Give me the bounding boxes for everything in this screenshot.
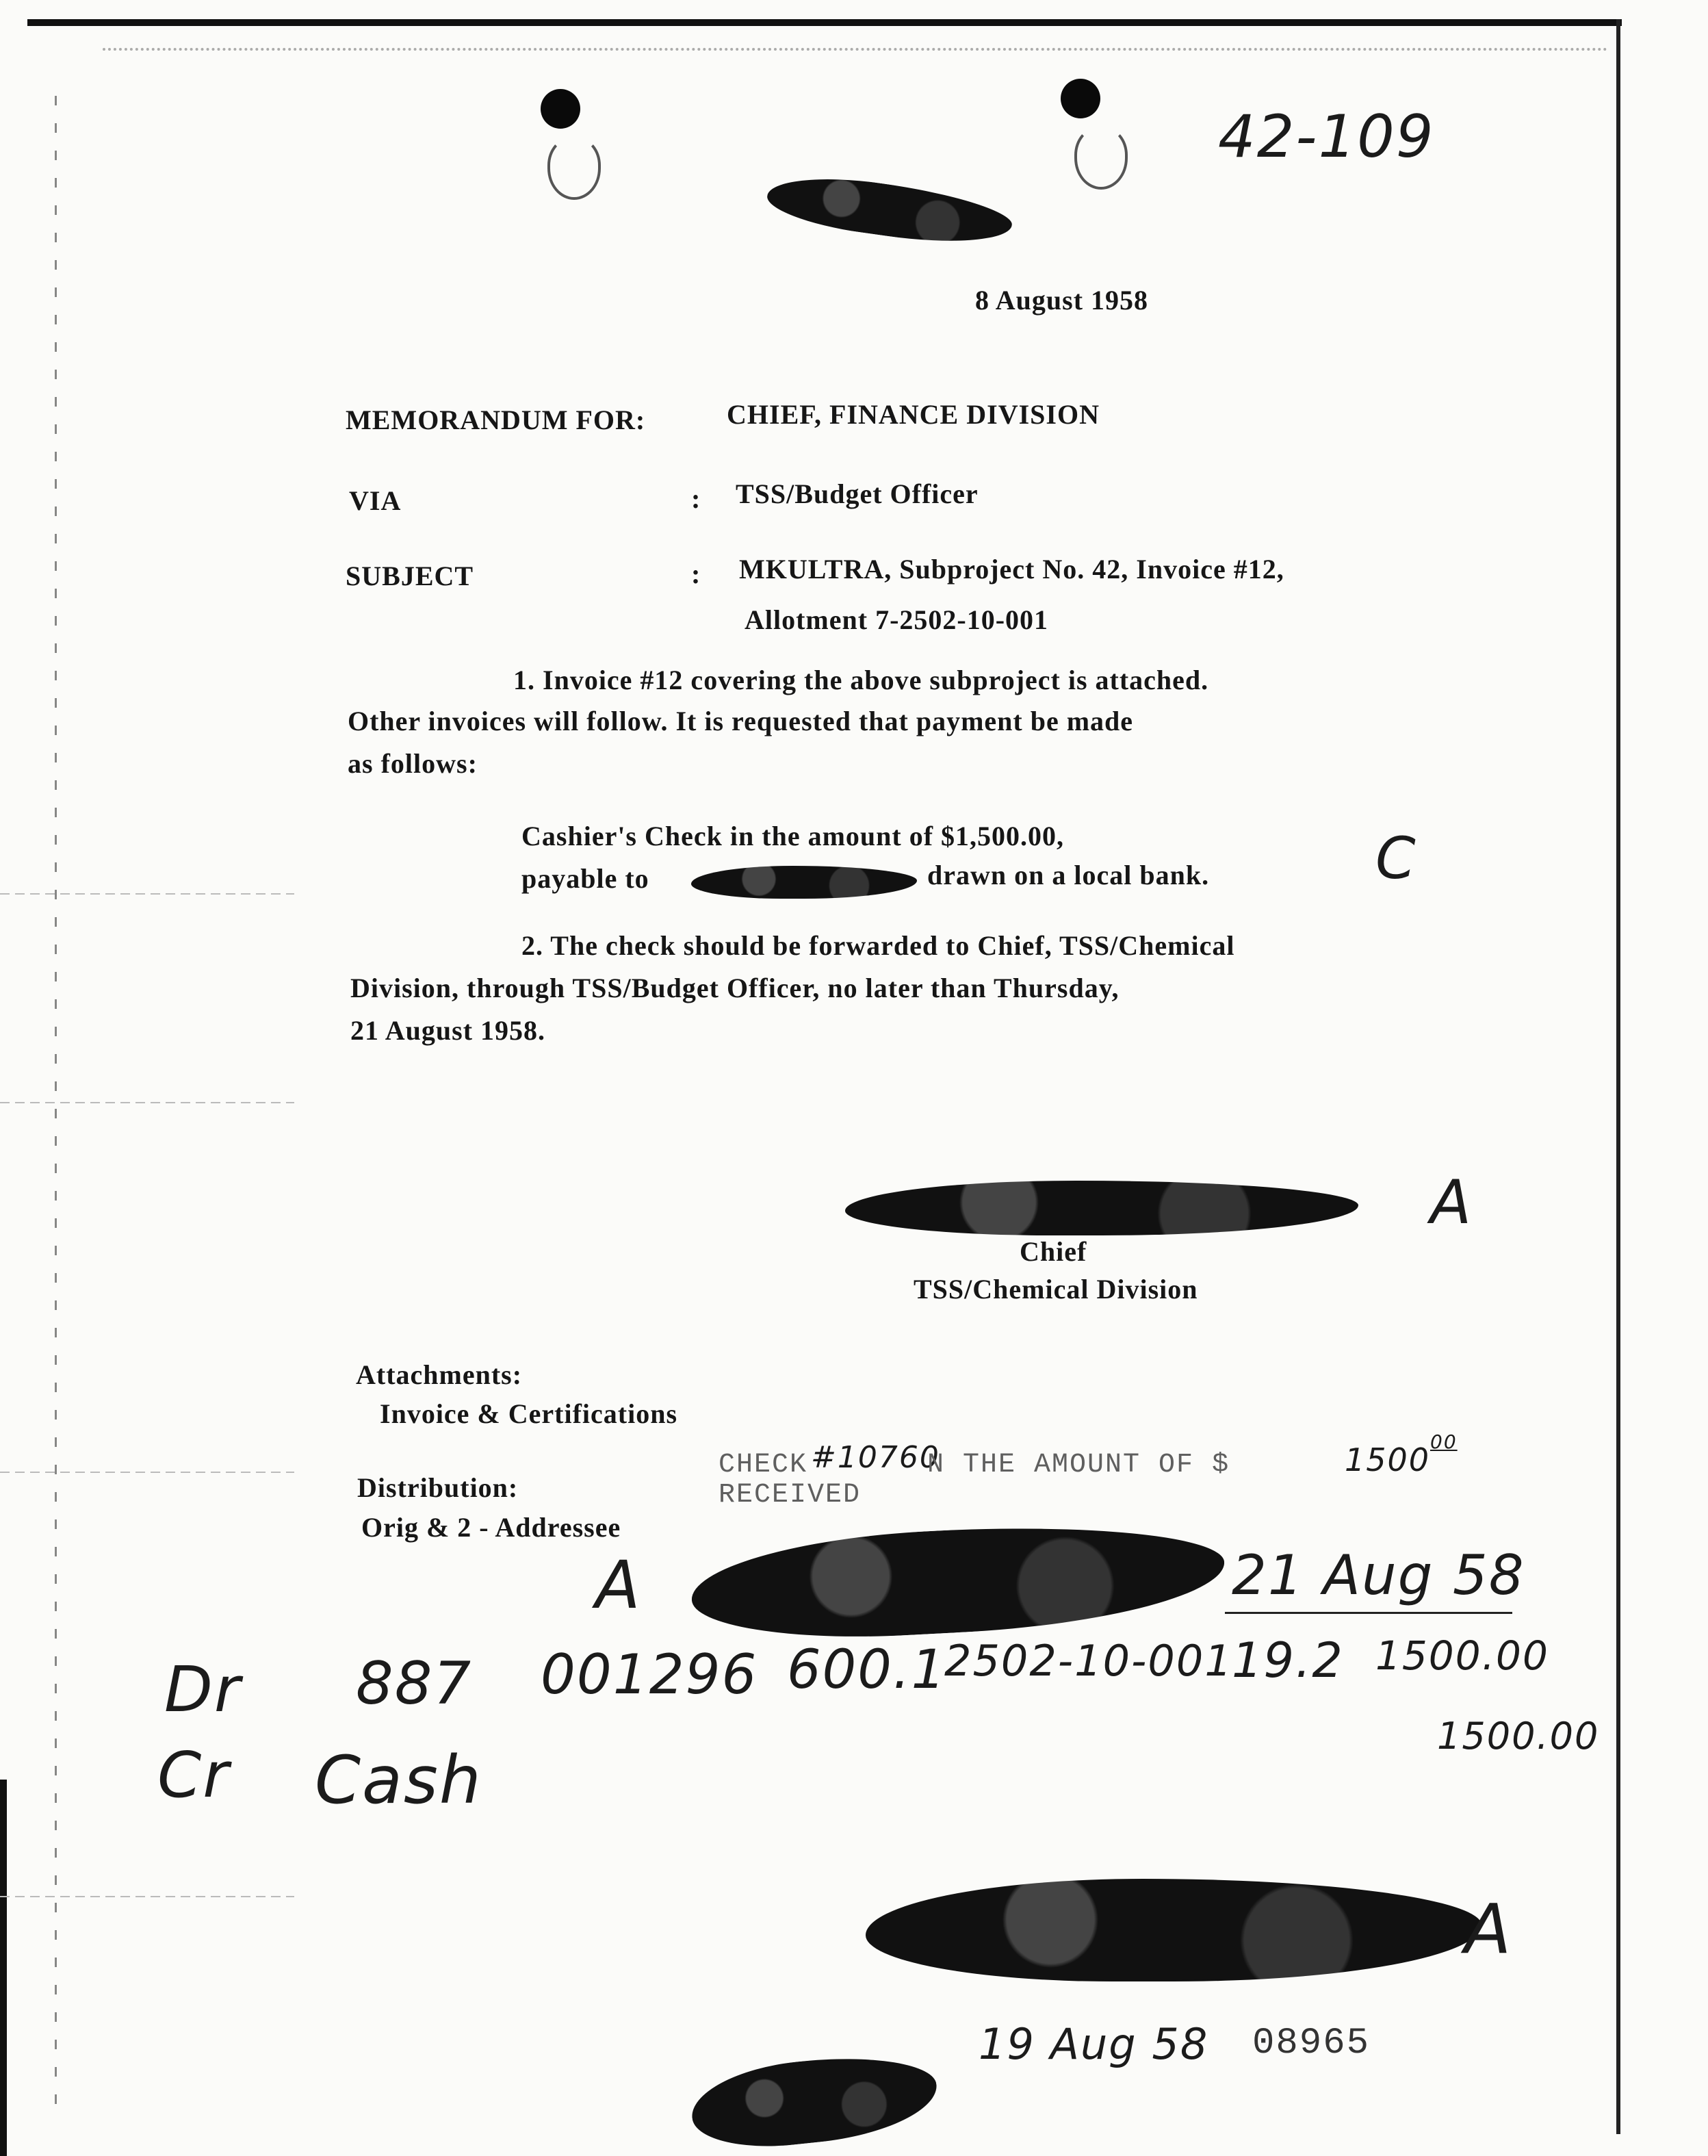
received-stamp bbox=[719, 1430, 1512, 1518]
initial-a-3: A bbox=[1464, 1889, 1513, 1969]
bottom-number: 08965 bbox=[1252, 2023, 1371, 2064]
initial-a-1: A bbox=[1430, 1167, 1473, 1237]
subject-line-1: MKULTRA, Subproject No. 42, Invoice #12, bbox=[739, 554, 1284, 585]
stamp-amount: 1500 bbox=[1345, 1441, 1431, 1478]
subject-colon: : bbox=[691, 559, 701, 589]
payee-redaction bbox=[691, 866, 917, 899]
ledger-value: 19.2 bbox=[1232, 1632, 1344, 1689]
signature-redaction bbox=[845, 1181, 1358, 1235]
check-line-1: Cashier's Check in the amount of $1,500.00, bbox=[521, 821, 1065, 851]
redaction-block bbox=[764, 168, 1015, 253]
bottom-redaction bbox=[688, 2048, 942, 2155]
margin-mark-c: C bbox=[1375, 825, 1417, 892]
memo-for-label: MEMORANDUM FOR: bbox=[346, 405, 646, 435]
received-by-redaction bbox=[689, 1516, 1228, 1647]
approval-redaction bbox=[866, 1879, 1481, 1981]
scan-right-border bbox=[1616, 19, 1620, 2134]
bleed-through-line bbox=[0, 1896, 294, 1897]
memo-date: 8 August 1958 bbox=[975, 285, 1149, 316]
punch-hole bbox=[1061, 79, 1100, 118]
ledger-credit: Cr bbox=[157, 1738, 231, 1812]
check-line-2-prefix: payable to bbox=[521, 863, 649, 894]
paragraph-2-line-2: Division, through TSS/Budget Officer, no later than Thursday, bbox=[350, 973, 1120, 1003]
ledger-amount: 1500.00 bbox=[1375, 1632, 1549, 1679]
check-line-2-suffix: drawn on a local bank. bbox=[927, 860, 1210, 890]
ledger-debit: Dr bbox=[164, 1653, 242, 1726]
attachments-item: Invoice & Certifications bbox=[380, 1398, 678, 1429]
paragraph-2-line-1: 2. The check should be forwarded to Chief, TSS/Chemical bbox=[521, 930, 1235, 961]
ledger-account: 887 bbox=[356, 1650, 473, 1718]
distribution-item: Orig & 2 - Addressee bbox=[361, 1512, 621, 1543]
ledger-cash: Cash bbox=[315, 1742, 482, 1819]
paragraph-1-line-2: Other invoices will follow. It is requested that payment be made bbox=[348, 706, 1134, 736]
stamp-amount-label: N THE AMOUNT OF $ bbox=[927, 1450, 1230, 1480]
stamp-check-number: #10760 bbox=[811, 1440, 940, 1475]
stamp-check-label: CHECK bbox=[719, 1450, 808, 1480]
paragraph-1-line-1: 1. Invoice #12 covering the above subproject is attached. bbox=[513, 665, 1209, 695]
subject-line-2: Allotment 7-2502-10-001 bbox=[745, 604, 1049, 635]
via-value: TSS/Budget Officer bbox=[736, 478, 979, 509]
bleed-through-line bbox=[0, 1102, 294, 1103]
subject-label: SUBJECT bbox=[346, 561, 474, 591]
punch-hole-ring bbox=[1074, 127, 1128, 190]
bleed-through-line bbox=[0, 1472, 294, 1473]
via-colon: : bbox=[691, 483, 701, 514]
stamp-received: RECEIVED bbox=[719, 1480, 862, 1511]
received-date: 21 Aug 58 bbox=[1232, 1543, 1525, 1607]
ledger-code: 600.1 bbox=[787, 1639, 947, 1701]
punch-hole bbox=[541, 89, 580, 129]
scan-left-border bbox=[0, 1780, 7, 2156]
ledger-amount-credit: 1500.00 bbox=[1437, 1715, 1600, 1758]
ledger-allotment: 2502-10-001 bbox=[944, 1636, 1233, 1686]
punch-hole-ring bbox=[547, 137, 601, 200]
bottom-date-note: 19 Aug 58 bbox=[979, 2019, 1209, 2069]
attachments-label: Attachments: bbox=[356, 1359, 523, 1390]
distribution-label: Distribution: bbox=[357, 1472, 519, 1503]
scan-top-border bbox=[27, 19, 1622, 26]
initial-a-2: A bbox=[595, 1547, 642, 1624]
paragraph-2-line-3: 21 August 1958. bbox=[350, 1015, 546, 1046]
bleed-through-line bbox=[0, 893, 294, 895]
stamp-amount-cents: 00 bbox=[1430, 1430, 1458, 1453]
scan-noise bbox=[103, 48, 1608, 78]
via-label: VIA bbox=[349, 485, 402, 516]
received-date-underline bbox=[1225, 1612, 1512, 1614]
paragraph-1-line-3: as follows: bbox=[348, 748, 478, 779]
memo-for-value: CHIEF, FINANCE DIVISION bbox=[727, 399, 1100, 430]
ledger-reference: 001296 bbox=[541, 1643, 758, 1706]
file-number: 42-109 bbox=[1218, 103, 1435, 171]
signature-title: Chief bbox=[1020, 1236, 1087, 1267]
signature-division: TSS/Chemical Division bbox=[914, 1274, 1198, 1305]
